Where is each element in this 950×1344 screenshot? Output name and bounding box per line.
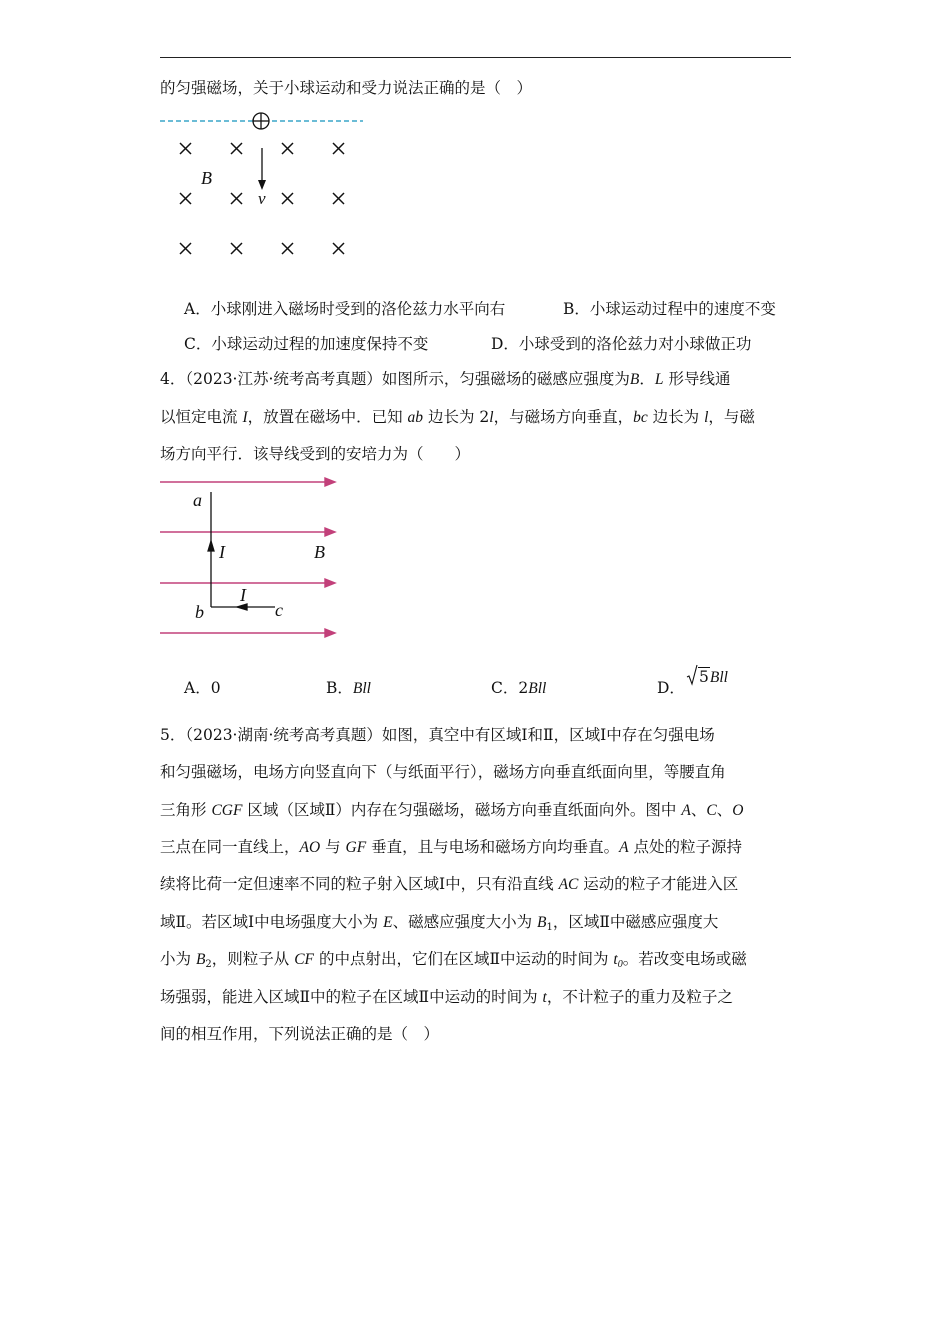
q5-line1: 5．（2023·湖南·统考高考真题）如图，真空中有区域Ⅰ和Ⅱ，区域Ⅰ中存在匀强电场 [160, 726, 715, 744]
q3-option-a[interactable]: A．小球刚进入磁场时受到的洛伦兹力水平向右 [184, 300, 506, 318]
q4-L-wire-figure [155, 472, 345, 647]
q3-option-c[interactable]: C．小球运动过程的加速度保持不变 [184, 335, 429, 353]
label-B: B [314, 542, 325, 562]
label-v: v [258, 189, 266, 208]
q3-option-b[interactable]: B．小球运动过程中的速度不变 [563, 300, 776, 318]
label-b: b [195, 602, 204, 622]
q4-option-b[interactable]: B．Bll [326, 679, 371, 697]
q5-line3: 三角形 CGF 区域（区域Ⅱ）内存在匀强磁场，磁场方向垂直纸面向外。图中 A、C、O [160, 801, 744, 819]
q5-line8: 场强弱，能进入区域Ⅱ中的粒子在区域Ⅱ中运动的时间为 t，不计粒子的重力及粒子之 [160, 988, 733, 1006]
q5-line7: 小为 $B_2$，则粒子从 CF 的中点射出，它们在区域Ⅱ中运动的时间为 $t_0$。若改变电场或磁 [160, 950, 747, 970]
field-lines [160, 478, 335, 637]
q3-magnetic-field-figure [155, 108, 375, 268]
sqrt-icon [686, 664, 698, 686]
q5-line9: 间的相互作用，下列说法正确的是（ ） [160, 1025, 440, 1043]
header-rule [160, 57, 791, 58]
q5-line4: 三点在同一直线上，AO 与 GF 垂直，且与电场和磁场方向均垂直。A 点处的粒子源持 [160, 838, 743, 856]
q4-stem-line3: 场方向平行．该导线受到的安培力为（ ） [160, 445, 471, 463]
q4-stem-line1: 4．（2023·江苏·统考高考真题）如图所示，匀强磁场的磁感应强度为B．L 形导线通 [160, 370, 731, 388]
q4-option-c[interactable]: C．2Bll [491, 679, 547, 697]
label-B: B [201, 168, 212, 188]
label-a: a [193, 490, 202, 510]
q5-line5: 续将比荷一定但速率不同的粒子射入区域Ⅰ中，只有沿直线 AC 运动的粒子才能进入区 [160, 875, 739, 893]
q4-option-d-value: 5Bll [686, 664, 728, 688]
label-c: c [275, 600, 283, 620]
q5-line6: 域Ⅱ。若区域Ⅰ中电场强度大小为 E、磁感应强度大小为 $B_1$，区域Ⅱ中磁感应强度大 [160, 913, 719, 933]
label-I-vertical: I [219, 542, 225, 562]
q3-stem: 的匀强磁场，关于小球运动和受力说法正确的是（ ） [160, 79, 533, 97]
q5-line2: 和匀强磁场，电场方向竖直向下（与纸面平行），磁场方向垂直纸面向里，等腰直角 [160, 763, 726, 781]
q4-option-d[interactable]: D． [657, 679, 685, 697]
label-I-horizontal: I [240, 585, 246, 605]
q4-stem-line2: 以恒定电流 I，放置在磁场中．已知 ab 边长为 2l，与磁场方向垂直，bc 边长为 l，与磁 [160, 408, 755, 426]
q3-option-d[interactable]: D．小球受到的洛伦兹力对小球做正功 [491, 335, 752, 353]
q4-option-a[interactable]: A．0 [184, 679, 221, 697]
